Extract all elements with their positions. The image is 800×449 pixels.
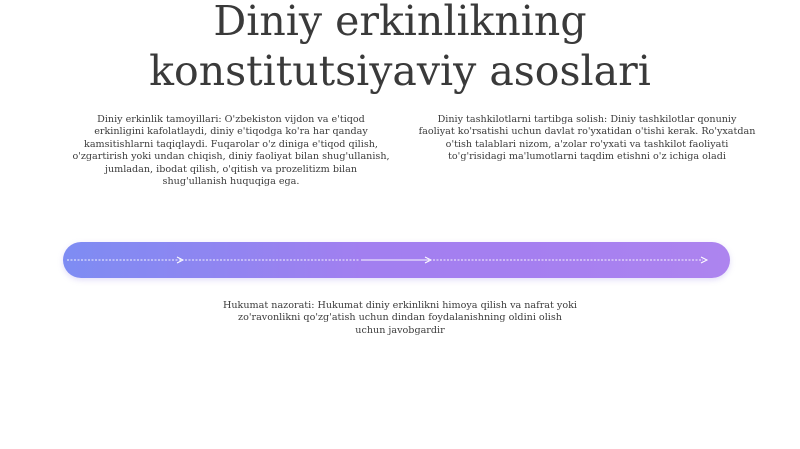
principles-text: Diniy erkinlik tamoyillari: O'zbekiston vijdon va e'tiqod erkinligini kafolatlaydi, diniy e'tiqodga ko'ra har qanday kamsitishlarni taqiqlaydi. Fuqarolar o'z diniga e'tiqod qilish, o'zgartirish yoki undan chiqish, diniy faoliyat bilan shug'ullanish, jumladan, ibodat qilish, o'qitish va prozelitizm bilan shug'ullanish huquqiga ega. [72,114,390,188]
timeline-bar [63,242,730,278]
title-line-1: Diniy erkinlikning [213,0,587,45]
government-control-text: Hukumat nazorati: Hukumat diniy erkinlikni himoya qilish va nafrat yoki zo'ravonlikni qo'zg'atish uchun dindan foydalanishning oldini olish uchun javobgardir [223,300,577,336]
title-line-2: konstitutsiyaviy asoslari [149,47,651,95]
page-title [0,0,800,96]
arrow-head-3-icon [701,257,707,263]
timeline-arrows [63,242,730,278]
organizations-text: Diniy tashkilotlarni tartibga solish: Diniy tashkilotlar qonuniy faoliyat ko'rsatishi uchun davlat ro'yxatidan o'tishi kerak. Ro'yxatdan o'tish talablari nizom, a'zolar ro'yxati va tashkilot faoliyati to'g'risidagi ma'lumotlarni taqdim etishni o'z ichiga oladi [418,114,756,163]
